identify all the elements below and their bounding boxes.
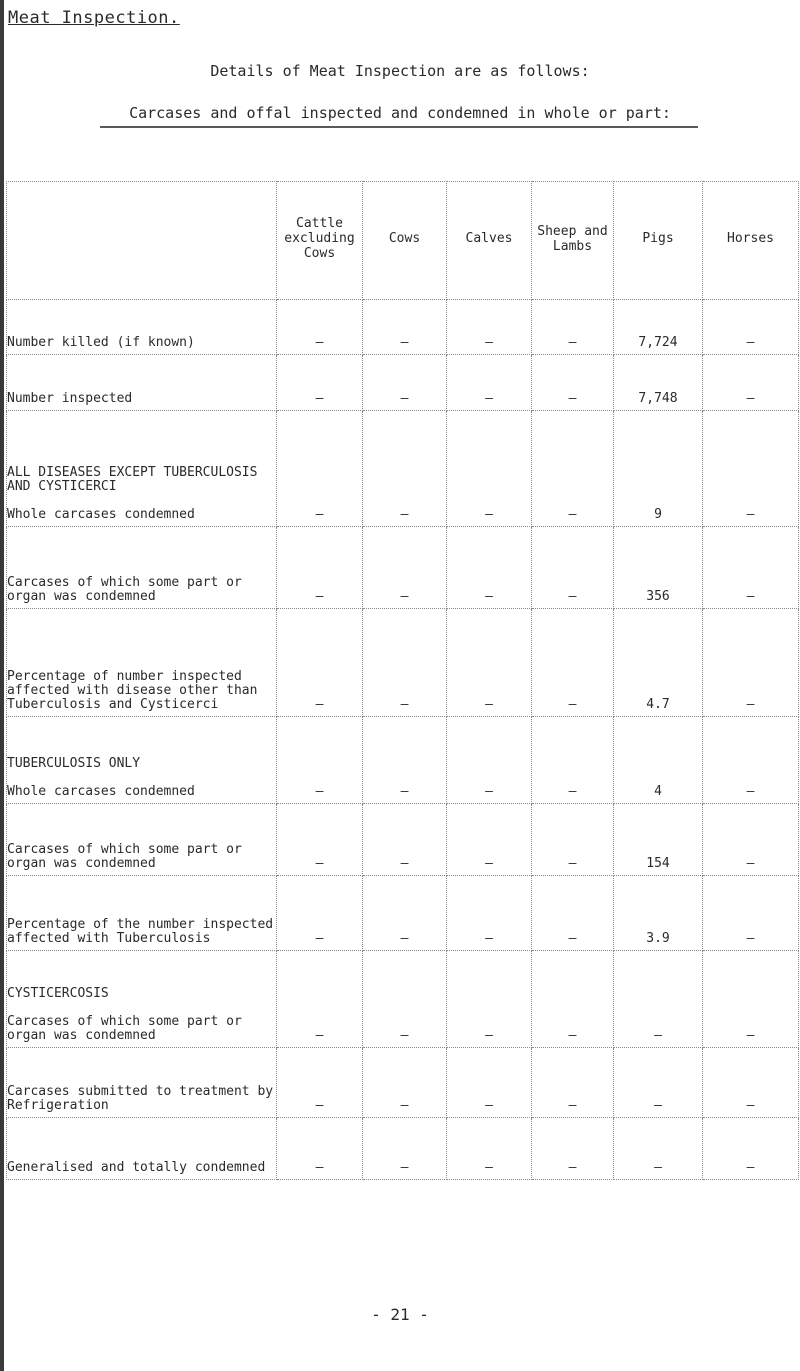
- table-cell: 7,724: [614, 300, 703, 355]
- table-cell: —: [277, 527, 363, 609]
- section-heading: TUBERCULOSIS ONLY: [7, 756, 141, 771]
- table-cell: —: [614, 1118, 703, 1180]
- subtitle-underline: [100, 126, 698, 128]
- row-label: Number killed (if known): [7, 300, 277, 355]
- header-corner: [7, 182, 277, 300]
- table-cell: —: [447, 1118, 532, 1180]
- table-row: [7, 717, 799, 804]
- table-cell: —: [363, 804, 447, 876]
- table-row: [7, 951, 799, 1048]
- table-cell: —: [447, 300, 532, 355]
- table-cell: —: [447, 355, 532, 411]
- table-cell: —: [614, 1048, 703, 1118]
- row-label: ALL DISEASES EXCEPT TUBERCULOSIS AND CYSTICERCI Whole carcases condemned: [7, 411, 277, 527]
- table-cell: —: [703, 411, 799, 527]
- page-edge: [0, 0, 4, 1371]
- table-cell: —: [532, 1048, 614, 1118]
- column-header: Cows: [363, 182, 447, 300]
- table-cell: 9: [614, 411, 703, 527]
- table-cell: —: [363, 609, 447, 717]
- table-cell: —: [277, 411, 363, 527]
- table-cell: 356: [614, 527, 703, 609]
- table-cell: —: [703, 527, 799, 609]
- table-cell: —: [363, 527, 447, 609]
- table-row: [7, 876, 799, 951]
- row-label: Carcases of which some part or organ was condemned: [7, 804, 277, 876]
- table-row: [7, 355, 799, 411]
- table-cell: —: [363, 951, 447, 1048]
- table-cell: —: [703, 876, 799, 951]
- table-cell: 7,748: [614, 355, 703, 411]
- table-cell: —: [447, 609, 532, 717]
- table-cell: —: [447, 951, 532, 1048]
- table-cell: —: [277, 300, 363, 355]
- column-header: Calves: [447, 182, 532, 300]
- table-cell: —: [703, 1048, 799, 1118]
- table-cell: —: [703, 355, 799, 411]
- table-cell: 4: [614, 717, 703, 804]
- row-label: Carcases of which some part or organ was condemned: [7, 527, 277, 609]
- row-label: Generalised and totally condemned: [7, 1118, 277, 1180]
- table-cell: —: [277, 1048, 363, 1118]
- table-row: [7, 300, 799, 355]
- page-title: Meat Inspection.: [8, 8, 180, 28]
- table-cell: —: [277, 717, 363, 804]
- section-heading: CYSTICERCOSIS: [7, 986, 109, 1001]
- table-cell: —: [447, 717, 532, 804]
- table-cell: —: [277, 1118, 363, 1180]
- row-label: Carcases submitted to treatment by Refrigeration: [7, 1048, 277, 1118]
- table-cell: —: [614, 951, 703, 1048]
- table-cell: —: [277, 355, 363, 411]
- table-cell: —: [363, 1118, 447, 1180]
- table-cell: —: [532, 609, 614, 717]
- table-cell: —: [447, 804, 532, 876]
- table-cell: —: [532, 717, 614, 804]
- table-cell: —: [363, 355, 447, 411]
- table-cell: —: [363, 411, 447, 527]
- row-label: Percentage of number inspected affected with disease other than Tuberculosis and Cysticerci: [7, 609, 277, 717]
- table-cell: —: [363, 876, 447, 951]
- table-row: [7, 804, 799, 876]
- page-number: - 21 -: [371, 1305, 429, 1324]
- column-header: Horses: [703, 182, 799, 300]
- table-cell: —: [532, 804, 614, 876]
- table-cell: —: [363, 1048, 447, 1118]
- table-cell: 154: [614, 804, 703, 876]
- table-cell: —: [532, 411, 614, 527]
- table-cell: —: [447, 876, 532, 951]
- row-label: TUBERCULOSIS ONLY Whole carcases condemned: [7, 717, 277, 804]
- table-cell: 4.7: [614, 609, 703, 717]
- table-cell: —: [703, 1118, 799, 1180]
- table-cell: 3.9: [614, 876, 703, 951]
- table-cell: —: [703, 300, 799, 355]
- table-cell: —: [447, 1048, 532, 1118]
- table-cell: —: [447, 527, 532, 609]
- table-cell: —: [532, 951, 614, 1048]
- table-cell: —: [703, 609, 799, 717]
- column-header: Sheep and Lambs: [532, 182, 614, 300]
- intro-subtitle: Carcases and offal inspected and condemned in whole or part:: [129, 104, 671, 122]
- table-cell: —: [703, 804, 799, 876]
- table-cell: —: [277, 876, 363, 951]
- column-header: Cattle excluding Cows: [277, 182, 363, 300]
- table-row: [7, 527, 799, 609]
- column-header: Pigs: [614, 182, 703, 300]
- table-cell: —: [363, 717, 447, 804]
- table-cell: —: [277, 804, 363, 876]
- table-cell: —: [532, 355, 614, 411]
- row-label: CYSTICERCOSIS Carcases of which some part or organ was condemned: [7, 951, 277, 1048]
- table-cell: —: [532, 876, 614, 951]
- header-row: [7, 182, 799, 300]
- table-row: [7, 1048, 799, 1118]
- row-label: Percentage of the number inspected affected with Tuberculosis: [7, 876, 277, 951]
- section-heading: ALL DISEASES EXCEPT TUBERCULOSIS AND CYSTICERCI: [7, 465, 258, 494]
- meat-inspection-table: [6, 181, 799, 1180]
- table-cell: —: [532, 1118, 614, 1180]
- table-cell: —: [363, 300, 447, 355]
- table-row: [7, 1118, 799, 1180]
- table-cell: —: [703, 717, 799, 804]
- table-cell: —: [277, 609, 363, 717]
- table-cell: —: [532, 527, 614, 609]
- intro-line: Details of Meat Inspection are as follows:: [210, 62, 590, 80]
- row-label: Number inspected: [7, 355, 277, 411]
- table-cell: —: [447, 411, 532, 527]
- table-cell: —: [277, 951, 363, 1048]
- table-cell: —: [703, 951, 799, 1048]
- table-row: [7, 609, 799, 717]
- table-row: [7, 411, 799, 527]
- table-cell: —: [532, 300, 614, 355]
